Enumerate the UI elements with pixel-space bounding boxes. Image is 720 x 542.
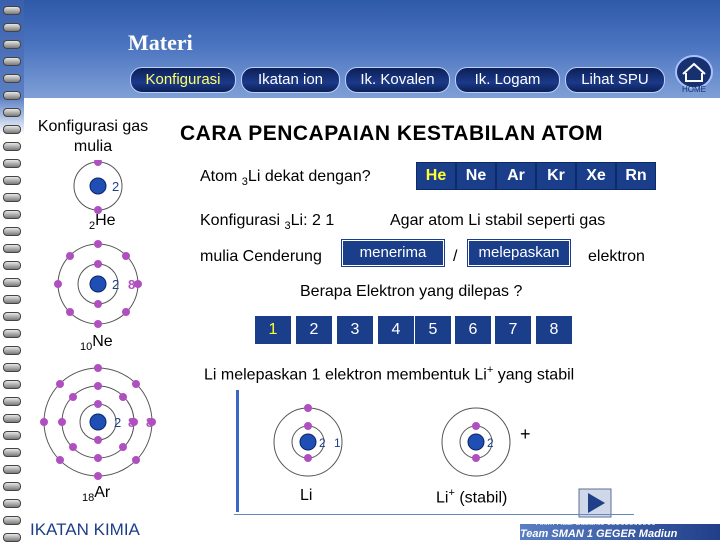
conclusion-text: Li melepaskan 1 elektron membentuk Li+ yang stabil xyxy=(204,364,575,384)
tab-ikatan-kovalen[interactable]: Ik. Kovalen xyxy=(345,67,450,93)
binder-ring xyxy=(3,380,21,389)
mulia-text: mulia Cenderung xyxy=(200,248,322,265)
question-electrons-released: Berapa Elektron yang dilepas ? xyxy=(300,283,523,300)
tab-lihat-spu[interactable]: Lihat SPU xyxy=(565,67,665,93)
binder-ring xyxy=(3,57,21,66)
binder-ring xyxy=(3,295,21,304)
li-atom-label: Li xyxy=(300,487,313,504)
binder-ring xyxy=(3,278,21,287)
binder-ring xyxy=(3,482,21,491)
ar-atom-diagram xyxy=(30,356,170,490)
binder-ring xyxy=(3,261,21,270)
binder-ring xyxy=(3,516,21,525)
li-ion-charge: + xyxy=(520,424,531,444)
li-ion-diagram xyxy=(434,398,526,490)
number-choice-2[interactable]: 2 xyxy=(296,316,332,344)
binder-ring xyxy=(3,414,21,423)
binder-ring xyxy=(3,6,21,15)
svg-text:8: 8 xyxy=(128,415,136,430)
number-choice-4[interactable]: 4 xyxy=(378,316,414,344)
svg-text:8: 8 xyxy=(128,277,136,292)
gas-choice-ne[interactable]: Ne xyxy=(456,162,496,190)
home-label: HOME xyxy=(682,85,706,94)
binder-ring xyxy=(3,40,21,49)
binder-ring xyxy=(3,23,21,32)
he-nucleus xyxy=(90,178,106,194)
li-atom-diagram xyxy=(266,398,358,490)
binder-ring xyxy=(3,244,21,253)
svg-text:2: 2 xyxy=(114,415,122,430)
binder-ring xyxy=(3,346,21,355)
he-atom-diagram xyxy=(60,160,140,220)
binder-ring xyxy=(3,108,21,117)
he-label: $_2$He xyxy=(89,212,116,233)
page-title: Materi xyxy=(128,30,193,55)
binder-ring xyxy=(3,329,21,338)
binder-ring xyxy=(3,142,21,151)
number-choice-7[interactable]: 7 xyxy=(495,316,531,344)
number-choice-6[interactable]: 6 xyxy=(455,316,491,344)
footer-topic: IKATAN KIMIA xyxy=(30,520,140,539)
binder-ring xyxy=(3,397,21,406)
home-button[interactable] xyxy=(672,54,716,94)
number-choice-8[interactable]: 8 xyxy=(536,316,572,344)
li-configuration: Konfigurasi $_3$Li: 2 1 xyxy=(200,212,335,233)
tab-ikatan-logam[interactable]: Ik. Logam xyxy=(455,67,560,93)
svg-text:1: 1 xyxy=(334,436,341,450)
tab-konfigurasi[interactable]: Konfigurasi xyxy=(130,67,236,93)
stable-text: Agar atom Li stabil seperti gas xyxy=(390,212,606,229)
number-choice-1[interactable]: 1 xyxy=(255,316,291,344)
svg-text:2: 2 xyxy=(112,277,120,292)
binder-ring xyxy=(3,176,21,185)
number-choice-5[interactable]: 5 xyxy=(415,316,451,344)
binder-ring xyxy=(3,227,21,236)
gas-choice-ar[interactable]: Ar xyxy=(496,162,536,190)
binder-ring xyxy=(3,210,21,219)
binder-ring xyxy=(3,193,21,202)
binder-ring xyxy=(3,533,21,542)
school-label: Team SMAN 1 GEGER Madiun xyxy=(520,528,678,540)
binder-ring xyxy=(3,363,21,372)
choice-melepaskan[interactable]: melepaskan xyxy=(468,240,570,266)
he-electron xyxy=(94,160,102,166)
binder-ring xyxy=(3,91,21,100)
main-title: CARA PENCAPAIAN KESTABILAN ATOM xyxy=(180,122,604,145)
question-nearest-gas: Atom $_3$Li dekat dengan? xyxy=(200,168,371,189)
binder-ring xyxy=(3,431,21,440)
sidebar-title: Konfigurasi gas mulia xyxy=(37,118,149,155)
choice-menerima[interactable]: menerima xyxy=(342,240,444,266)
li-ion-label: Li+ (stabil) xyxy=(436,487,508,507)
number-choice-3[interactable]: 3 xyxy=(337,316,373,344)
binder-ring xyxy=(3,499,21,508)
author-credit: Anim Hadi Susanto 08563569000 xyxy=(536,518,656,527)
elektron-text: elektron xyxy=(588,248,645,265)
ne-label: $_{10}$Ne xyxy=(80,333,113,354)
ne-atom-diagram xyxy=(40,232,160,336)
binder-ring xyxy=(3,159,21,168)
gas-choice-kr[interactable]: Kr xyxy=(536,162,576,190)
binder-ring xyxy=(3,74,21,83)
gas-choice-xe[interactable]: Xe xyxy=(576,162,616,190)
he-shell-count: 2 xyxy=(112,179,120,194)
tab-ikatan-ion[interactable]: Ikatan ion xyxy=(241,67,340,93)
svg-text:2: 2 xyxy=(319,436,326,450)
choice-separator: / xyxy=(453,248,458,265)
binder-ring xyxy=(3,448,21,457)
home-icon xyxy=(672,54,716,94)
binder-ring xyxy=(3,465,21,474)
binder-ring xyxy=(3,125,21,134)
binder-ring xyxy=(3,312,21,321)
footer-divider xyxy=(234,514,634,515)
gas-choice-rn[interactable]: Rn xyxy=(616,162,656,190)
ar-label: $_{18}$Ar xyxy=(82,484,111,505)
gas-choice-he[interactable]: He xyxy=(416,162,456,190)
svg-text:8: 8 xyxy=(146,415,154,430)
svg-text:2: 2 xyxy=(487,436,494,450)
